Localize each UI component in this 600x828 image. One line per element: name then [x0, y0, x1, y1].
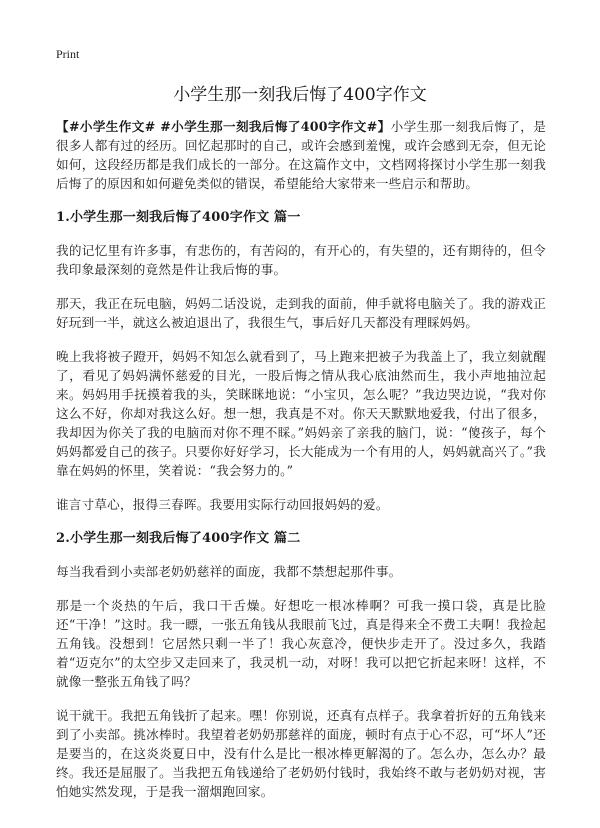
section-heading-1: 1.小学生那一刻我后悔了400字作文 篇一	[56, 210, 301, 225]
section-heading-2: 2.小学生那一刻我后悔了400字作文 篇二	[56, 531, 301, 546]
section2-paragraph-2: 那是一个炎热的午后，我口干舌燥。好想吃一根冰棒啊？可我一摸口袋，真是比脸还“干净！”这时。我一瞟，一张五角钱从我眼前飞过，真是得来全不费工夫啊！我捡起五角钱。没想到！它居然只剩一半了！我心灰意冷，便快步走开了。没过多久，我踏着“迈克尔”的太空步又走回来了，我灵机一动，对呀！我可以把它折起来呀！这样，不就像一整张五角钱了吗？	[56, 598, 546, 689]
intro-tag: 【#小学生作文# #小学生那一刻我后悔了400字作文#】	[56, 119, 391, 134]
article-body	[56, 117, 546, 816]
section1-paragraph-4: 谁言寸草心，报得三春晖。我要用实际行动回报妈妈的爱。	[56, 497, 389, 512]
section1-paragraph-1: 我的记忆里有许多事，有悲伤的，有苦闷的，有开心的，有失望的，还有期待的，但令我印象最深刻的竟然是件让我后悔的事。	[56, 243, 546, 277]
page-title: 小学生那一刻我后悔了400字作文	[173, 85, 427, 105]
section2-paragraph-1: 每当我看到小卖部老奶奶慈祥的面庞，我都不禁想起那件事。	[56, 564, 402, 579]
intro-text: 小学生那一刻我后悔了，是很多人都有过的经历。回忆起那时的自己，或许会感到羞愧，或许会感到无奈，但无论如何，这段经历都是我们成长的一部分。在这篇作文中，文档网将探讨小学生那一刻我后悔了的原因和如何避免类似的错误，希望能给大家带来一些启示和帮助。	[56, 119, 547, 191]
print-link[interactable]: Print	[56, 47, 80, 61]
intro-paragraph	[56, 117, 546, 193]
section2-paragraph-3: 说干就干。我把五角钱折了起来。嘿！你别说，还真有点样子。我拿着折好的五角钱来到了小卖部。挑冰棒时。我望着老奶奶那慈祥的面庞，顿时有点于心不忍，可“坏人”还是要当的，在这炎炎夏日中，没有什么是比一根冰棒更解渴的了。怎么办，怎么办？最终。我还是屈服了。当我把五角钱递给了老奶奶付钱时，我始终不敢与老奶奶对视，害怕她实然发现，于是我一溜烟跑回家。	[56, 708, 546, 799]
section1-paragraph-2: 那天，我正在玩电脑，妈妈二话没说，走到我的面前，伸手就将电脑关了。我的游戏正好玩到一半，就这么被迫退出了，我很生气，事后好几天都没有理睬妈妈。	[56, 296, 546, 330]
section1-paragraph-3: 晚上我将被子蹬开，妈妈不知怎么就看到了，马上跑来把被子为我盖上了，我立刻就醒了，看见了妈妈满怀慈爱的目光，一股后悔之情从我心底油然而生，我小声地抽泣起来。妈妈用手抚摸着我的头，笑眯眯地说：“小宝贝，怎么呢？”我边哭边说，“我对你这么不好，你却对我这么好。想一想，我真是不对。你天天默默地爱我，付出了很多，我却因为你关了我的电脑而对你不理不睬。”妈妈亲了亲我的脑门，说：“傻孩子，每个妈妈都爱自己的孩子。只要你好好学习，长大能成为一个有用的人，妈妈就高兴了。”我靠在妈妈的怀里，笑着说：“我会努力的。”	[56, 349, 546, 478]
